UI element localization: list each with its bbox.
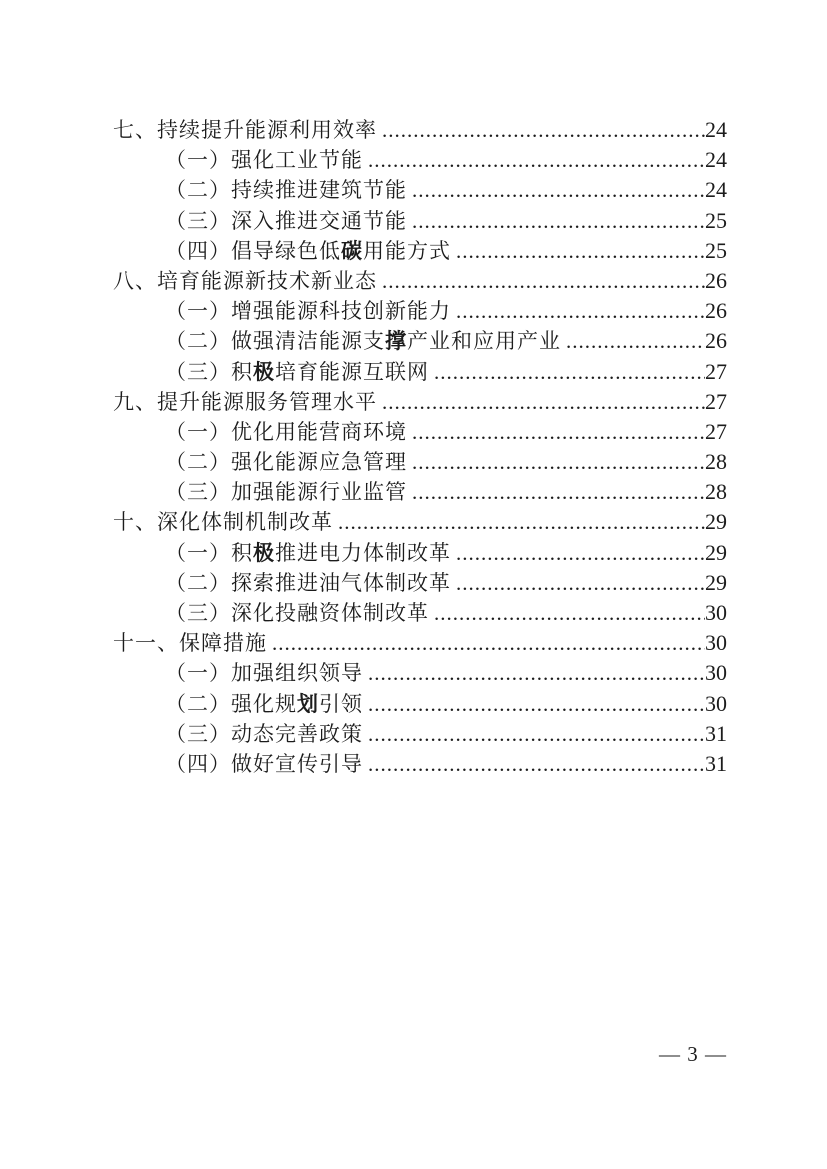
dot-leader — [412, 175, 705, 205]
dot-leader — [368, 145, 705, 175]
toc-entry — [113, 206, 727, 236]
toc-entry — [113, 749, 727, 779]
toc-entry — [113, 598, 727, 628]
toc-entry — [113, 387, 727, 417]
toc-entry-page-number: 29 — [705, 509, 727, 535]
dot-leader — [382, 115, 705, 145]
toc-entry-title: （一）增强能源科技创新能力 — [165, 299, 451, 324]
toc-entry — [113, 447, 727, 477]
toc-entry-page-number: 29 — [705, 539, 727, 565]
toc-entry-title: 十、深化体制机制改革 — [113, 510, 333, 535]
toc-entry — [113, 568, 727, 598]
toc-entry-title: （四）做好宣传引导 — [165, 751, 363, 776]
toc-entry — [113, 236, 727, 266]
dot-leader — [368, 689, 705, 719]
toc-entry-page-number: 28 — [705, 479, 727, 505]
toc-entry-title: （二）做强清洁能源支撑产业和应用产业 — [165, 329, 561, 354]
toc-entry-title: （三）动态完善政策 — [165, 721, 363, 746]
toc-entry-title: （一）强化工业节能 — [165, 148, 363, 173]
toc-entry-title: （二）强化能源应急管理 — [165, 450, 407, 475]
dot-leader — [412, 477, 705, 507]
dot-leader — [412, 417, 705, 447]
toc-entry — [113, 628, 727, 658]
toc-entry-title: （一）优化用能营商环境 — [165, 419, 407, 444]
toc-entry — [113, 266, 727, 296]
toc-entry — [113, 719, 727, 749]
toc-entry-title: （一）积极推进电力体制改革 — [165, 540, 451, 565]
toc-entry-title: 九、提升能源服务管理水平 — [113, 389, 377, 414]
toc-entry-title: （四）倡导绿色低碳用能方式 — [165, 238, 451, 263]
toc-entry-title: （三）加强能源行业监管 — [165, 480, 407, 505]
toc-entry-page-number: 30 — [705, 660, 727, 686]
dot-leader — [456, 236, 705, 266]
toc-entry-page-number: 24 — [705, 177, 727, 203]
toc-entry-title: （二）探索推进油气体制改革 — [165, 570, 451, 595]
dot-leader — [434, 357, 705, 387]
toc-entry-page-number: 27 — [705, 418, 727, 444]
toc-entry-title: 十一、保障措施 — [113, 631, 267, 656]
dot-leader — [412, 206, 705, 236]
toc-entry-title: （三）深入推进交通节能 — [165, 208, 407, 233]
dot-leader — [456, 568, 705, 598]
toc-entry — [113, 477, 727, 507]
toc-entry-title: （二）持续推进建筑节能 — [165, 178, 407, 203]
toc-entry-page-number: 25 — [705, 207, 727, 233]
toc-entry — [113, 689, 727, 719]
toc-entry — [113, 145, 727, 175]
toc-entry — [113, 507, 727, 537]
toc-entry-title: （三）积极培育能源互联网 — [165, 359, 429, 384]
toc-entry — [113, 115, 727, 145]
dot-leader — [272, 628, 705, 658]
toc-entry-page-number: 24 — [705, 117, 727, 142]
toc-entry-page-number: 30 — [705, 600, 727, 625]
toc-entry-page-number: 25 — [705, 237, 727, 263]
toc-entry-page-number: 30 — [705, 630, 727, 656]
dot-leader — [368, 719, 705, 749]
toc-entry — [113, 658, 727, 688]
toc-entry — [113, 357, 727, 387]
dot-leader — [456, 296, 705, 326]
toc-entry — [113, 326, 727, 356]
dot-leader — [456, 538, 705, 568]
toc-entry-page-number: 29 — [705, 569, 727, 595]
dot-leader — [382, 387, 705, 417]
dot-leader — [368, 749, 705, 779]
dot-leader — [434, 598, 705, 628]
toc-entry-page-number: 27 — [705, 358, 727, 384]
toc-entry — [113, 538, 727, 568]
toc-entry — [113, 417, 727, 447]
toc-entry-title: （一）加强组织领导 — [165, 661, 363, 686]
toc-entry-page-number: 26 — [705, 328, 727, 354]
toc-entry-page-number: 31 — [705, 720, 727, 746]
dot-leader — [382, 266, 705, 296]
dot-leader — [412, 447, 705, 477]
toc-entry-page-number: 31 — [705, 750, 727, 776]
toc-entry-title: 七、持续提升能源利用效率 — [113, 118, 377, 142]
page-number: — 3 — — [659, 1042, 727, 1066]
dot-leader — [338, 507, 705, 537]
toc-entry-title: （三）深化投融资体制改革 — [165, 601, 429, 625]
toc-entry-page-number: 27 — [705, 388, 727, 414]
toc-entry-page-number: 30 — [705, 690, 727, 716]
toc-entry-title: 八、培育能源新技术新业态 — [113, 268, 377, 293]
toc-entry-page-number: 26 — [705, 298, 727, 324]
toc-entry-page-number: 24 — [705, 147, 727, 173]
toc-entry — [113, 175, 727, 205]
toc-entry-title: （二）强化规划引领 — [165, 691, 363, 716]
dot-leader — [368, 658, 705, 688]
toc-entry — [113, 296, 727, 326]
toc-entry-page-number: 28 — [705, 449, 727, 475]
dot-leader — [566, 326, 705, 356]
toc-entry-page-number: 26 — [705, 267, 727, 293]
